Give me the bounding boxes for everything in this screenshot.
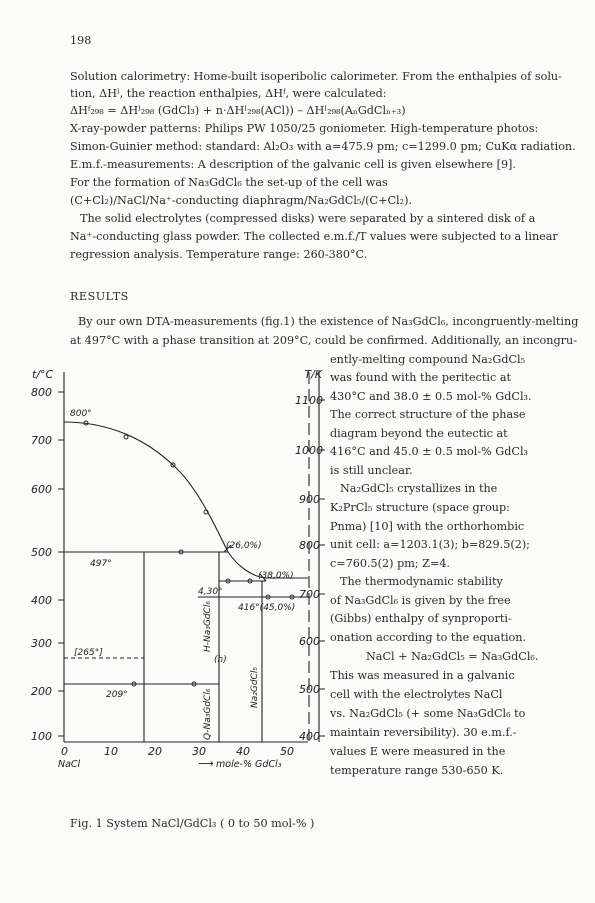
text-line: maintain reversibility). 30 e.m.f.- — [330, 726, 517, 739]
x-arrow-icon: ⟶ — [198, 757, 214, 770]
x-tick: 20 — [148, 745, 162, 758]
text-line: By our own DTA-measurements (fig.1) the existence of Na₃GdCl₆, incongruently-melting — [78, 315, 579, 328]
label-430: 4,30° — [198, 587, 223, 597]
text-line: X-ray-powder patterns: Philips PW 1050/25 goniometer. High-temperature photos: — [70, 122, 539, 135]
page-number: 198 — [70, 34, 92, 47]
right-tick: 800 — [299, 539, 320, 552]
x-tick: 10 — [104, 745, 118, 758]
x-tick: 40 — [236, 745, 250, 758]
text-line: K₂PrCl₅ structure (space group: — [330, 501, 510, 514]
right-tick: 700 — [299, 588, 320, 601]
phase-label-low: Q-Na₃GdCl₆ — [203, 688, 213, 740]
text-line: Pnma) [10] with the orthorhombic — [330, 520, 525, 533]
left-tick: 500 — [31, 546, 52, 559]
text-line: Solution calorimetry: Home-built isoperibolic calorimeter. From the enthalpies of solu- — [70, 70, 562, 83]
right-tick: 600 — [299, 635, 320, 648]
text-line: NaCl + Na₂GdCl₅ = Na₃GdCl₆. — [366, 650, 539, 663]
text-line: unit cell: a=1203.1(3); b=829.5(2); — [330, 538, 530, 551]
text-line: For the formation of Na₃GdCl₆ the set-up of the cell was — [70, 176, 388, 189]
text-line: of Na₃GdCl₆ is given by the free — [330, 594, 511, 607]
left-tick: 200 — [31, 685, 52, 698]
text-line: temperature range 530-650 K. — [330, 764, 504, 777]
text-line: was found with the peritectic at — [330, 371, 511, 384]
text-line: The correct structure of the phase — [330, 408, 526, 421]
section-heading: RESULTS — [70, 290, 129, 303]
label-26: (26,0%) — [226, 541, 262, 551]
text-line: onation according to the equation. — [330, 631, 527, 644]
x-tick: 50 — [280, 745, 294, 758]
text-line: Na₂GdCl₅ crystallizes in the — [340, 482, 498, 495]
text-line: regression analysis. Temperature range: 260-380°C. — [70, 248, 368, 261]
liquidus-curve — [64, 422, 308, 578]
label-265: [265°] — [74, 648, 103, 658]
phase-label-h: H-Na₃GdCl₆ — [203, 601, 213, 652]
figure-caption: Fig. 1 System NaCl/GdCl₃ ( 0 to 50 mol-% ) — [70, 817, 315, 830]
text-line: E.m.f.-measurements: A description of the galvanic cell is given elsewhere [9]. — [70, 158, 516, 171]
text-line: ΔHᶠ₂₉₈ = ΔHˡ₂₉₈ (GdCl₃) + n·ΔHˡ₂₉₈(ACl)) – ΔHˡ₂₉₈(AₙGdClₙ₊₃) — [70, 104, 406, 117]
text-line: This was measured in a galvanic — [330, 669, 515, 682]
text-line: diagram beyond the eutectic at — [330, 427, 508, 440]
text-line: is still unclear. — [330, 464, 413, 477]
left-tick: 700 — [31, 434, 52, 447]
left-tick: 100 — [31, 730, 52, 743]
x-axis-label: mole-% GdCl₃ — [216, 759, 282, 770]
text-line: The thermodynamic stability — [340, 575, 503, 588]
text-line: 430°C and 38.0 ± 0.5 mol-% GdCl₃. — [330, 390, 532, 403]
text-line: c=760.5(2) pm; Z=4. — [330, 557, 450, 570]
label-800: 800° — [70, 409, 92, 419]
x-tick: 30 — [192, 745, 206, 758]
text-line: (Gibbs) enthalpy of synproporti- — [330, 612, 512, 625]
text-line: 416°C and 45.0 ± 0.5 mol-% GdCl₃ — [330, 445, 529, 458]
text-line: ently-melting compound Na₂GdCl₅ — [330, 353, 526, 366]
label-416: 416°(45,0%) — [238, 603, 296, 613]
x-tick: 0 — [61, 745, 68, 758]
text-line: tion, ΔHˡ, the reaction enthalpies, ΔHᶠ, were calculated: — [70, 87, 387, 100]
right-tick: 900 — [299, 493, 320, 506]
text-line: Simon-Guinier method: standard: Al₂O₃ with a=475.9 pm; c=1299.0 pm; CuKα radiation. — [70, 140, 576, 153]
right-tick: 1000 — [295, 444, 323, 457]
left-tick: 800 — [31, 386, 52, 399]
left-tick: 600 — [31, 483, 52, 496]
text-line: Na⁺-conducting glass powder. The collected e.m.f./T values were subjected to a linear — [70, 230, 558, 243]
phase-label-h-suffix: (h) — [214, 655, 227, 665]
x-end-label: NaCl — [58, 759, 81, 770]
right-axis-label: T/K — [304, 368, 322, 381]
text-line: vs. Na₂GdCl₅ (+ some Na₃GdCl₆ to — [330, 707, 526, 720]
right-tick: 400 — [299, 730, 320, 743]
data-point — [124, 435, 128, 439]
phase-diagram — [28, 362, 328, 772]
right-tick: 1100 — [295, 394, 323, 407]
left-axis-label: t/°C — [32, 368, 54, 381]
left-tick: 300 — [31, 637, 52, 650]
text-line: (C+Cl₂)/NaCl/Na⁺-conducting diaphragm/Na₂GdCl₅/(C+Cl₂). — [70, 194, 413, 207]
text-line: The solid electrolytes (compressed disks) were separated by a sintered disk of a — [80, 212, 536, 225]
left-tick: 400 — [31, 594, 52, 607]
text-line: cell with the electrolytes NaCl — [330, 688, 503, 701]
label-497: 497° — [90, 559, 112, 569]
right-tick: 500 — [299, 683, 320, 696]
text-line: at 497°C with a phase transition at 209°C, could be confirmed. Additionally, an incongru- — [70, 334, 577, 347]
label-209: 209° — [106, 690, 128, 700]
text-line: values E were measured in the — [330, 745, 506, 758]
phase-label-na2gdcl5: Na₂GdCl₅ — [250, 667, 260, 708]
label-38: (38,0%) — [258, 571, 294, 581]
